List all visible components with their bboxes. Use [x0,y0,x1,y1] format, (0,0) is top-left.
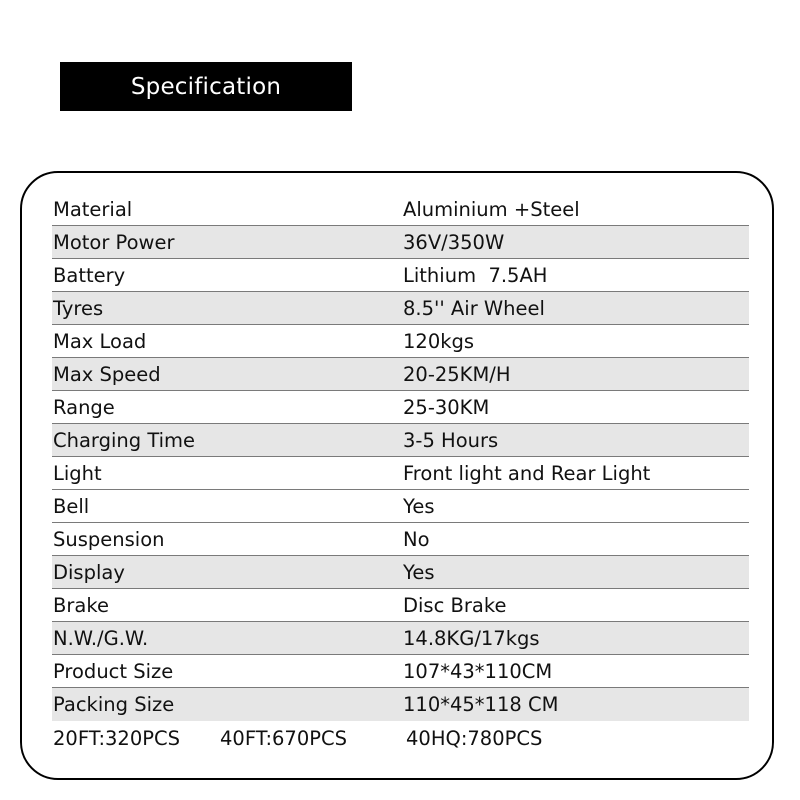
spec-label: Tyres [53,297,104,320]
spec-row-packing-size [52,688,749,721]
spec-label: Light [53,462,102,485]
spec-label: Max Load [53,330,147,353]
spec-row-max-speed [52,358,749,391]
spec-label: Bell [53,495,90,518]
spec-row-charging-time [52,424,749,457]
spec-label: Suspension [53,528,165,551]
spec-value: Aluminium +Steel [403,198,580,221]
spec-label: Product Size [53,660,174,683]
spec-value: Yes [403,495,435,518]
spec-value: 25-30KM [403,396,490,419]
loading-20ft: 20FT:320PCS [53,727,180,750]
spec-table [52,193,749,721]
spec-row-motor-power [52,226,749,259]
spec-row-brake [52,589,749,622]
spec-value: Yes [403,561,435,584]
spec-value: No [403,528,430,551]
spec-row-battery [52,259,749,292]
spec-value: 120kgs [403,330,475,353]
spec-label: Motor Power [53,231,175,254]
spec-value: 20-25KM/H [403,363,511,386]
spec-row-range [52,391,749,424]
header-title: Specification [130,73,282,100]
spec-label: Packing Size [53,693,175,716]
spec-label: Material [53,198,133,221]
spec-row-material [52,193,749,226]
loading-40ft: 40FT:670PCS [220,727,347,750]
spec-value: 110*45*118 CM [403,693,559,716]
spec-value: 3-5 Hours [403,429,499,452]
spec-row-product-size [52,655,749,688]
spec-row-max-load [52,325,749,358]
spec-label: Battery [53,264,126,287]
spec-label: Brake [53,594,109,617]
loading-40hq: 40HQ:780PCS [406,727,543,750]
spec-row-weight [52,622,749,655]
spec-value: Lithium 7.5AH [403,264,548,287]
spec-value: 107*43*110CM [403,660,553,683]
spec-row-tyres [52,292,749,325]
spec-row-display [52,556,749,589]
spec-value: 8.5'' Air Wheel [403,297,545,320]
specification-header [60,62,352,111]
spec-value: 36V/350W [403,231,505,254]
container-loading [52,727,749,751]
spec-label: Display [53,561,125,584]
spec-label: Range [53,396,115,419]
spec-label: Charging Time [53,429,196,452]
spec-value: Disc Brake [403,594,507,617]
spec-label: Max Speed [53,363,161,386]
spec-value: Front light and Rear Light [403,462,651,485]
spec-label: N.W./G.W. [53,627,149,650]
spec-row-light [52,457,749,490]
spec-value: 14.8KG/17kgs [403,627,540,650]
spec-row-suspension [52,523,749,556]
spec-row-bell [52,490,749,523]
